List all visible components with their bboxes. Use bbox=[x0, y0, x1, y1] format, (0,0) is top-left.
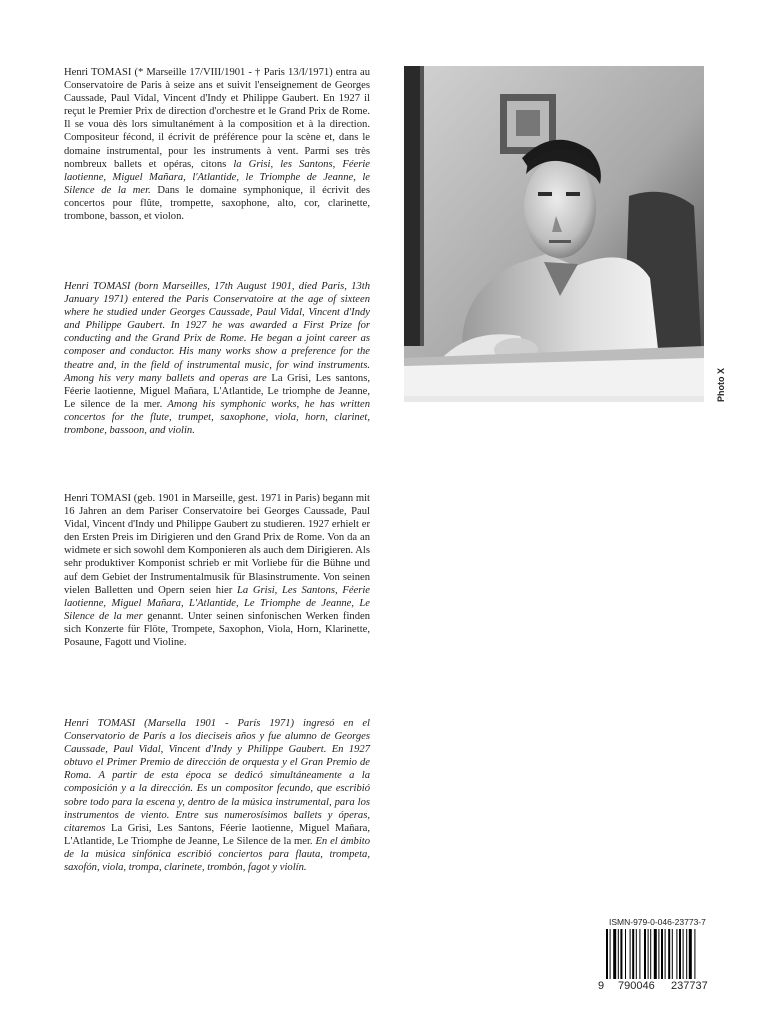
composer-photo bbox=[404, 66, 704, 402]
ismn-label: ISMN-979-0-046-23773-7 bbox=[609, 917, 706, 927]
barcode-first-digit: 9 bbox=[598, 980, 605, 992]
bio-spanish-part2: En el ámbito de la música sinfónica escribió conciertos para flauta, trompeta, saxofón, viola, trompa, clarinete, trombón, fagot y violín. bbox=[64, 835, 370, 874]
bio-german-part1: Henri TOMASI (geb. 1901 in Marseille, gest. 1971 in Paris) begann mit 16 Jahren an dem Pariser Conservatoire bei Georges Caussade, Paul Vidal, Vincent d'Indy und Philippe Gaubert zu studieren. 1927 erhielt er den Ersten Preis im Dirigieren und den Grand Prix de Rome. Von da an widmete er sich sowohl dem Komponieren als auch dem Dirigieren. Als sehr produktiver Komponist schrieb er mit Vorliebe für die Bühne und auf dem Gebiet der Instrumentalmusik für Blasinstrumente. Von seinen vielen Balletten und Opern seien hier bbox=[64, 493, 370, 596]
bio-french-works: la Grisi, les Santons, Féerie laotienne, Miguel Mañara, l'Atlantide, le Triomphe de Jeanne, le Silence de la mer. bbox=[64, 158, 370, 196]
bio-spanish-works: La Grisi, Les Santons, Féerie laotienne, Miguel Mañara, L'Atlantide, Le Triomphe de Jeanne, Le Silence de la mer. bbox=[64, 822, 370, 847]
composer-name: Henri TOMASI bbox=[64, 67, 132, 78]
bio-german-works: La Grisi, Les Santons, Féerie laotienne, Miguel Mañara, L'Atlantide, Le Triomphe de Jeanne, Le Silence de la mer bbox=[64, 584, 370, 622]
photo-credit: Photo X bbox=[716, 368, 726, 402]
bio-german-text bbox=[64, 492, 370, 649]
barcode-group-2: 237737 bbox=[671, 980, 708, 992]
barcode bbox=[606, 929, 724, 979]
bio-spanish-text bbox=[64, 717, 370, 874]
bio-english-part2: Among his symphonic works, he has written concertos for the flute, trumpet, saxophone, viola, horn, clarinet, trombone, bassoon, and violin. bbox=[64, 398, 370, 437]
bio-spanish-part1: Henri TOMASI (Marsella 1901 - París 1971) ingresó en el Conservatorio de París a los dieciseis años y fue alumno de Georges Caussade, Paul Vidal, Vincent d'Indy y Philippe Gaubert. En 1927 obtuvo el Primer Premio de dirección de orquesta y el Gran Premio de Roma. A partir de esta época se dedicó simultáneamente a la composición y a la dirección. Es un compositor fecundo, que escribió sobre todo para la escena y, dentro de la música instrumental, para los instrumentos de viento. Entre sus numerosísimos ballets y óperas, citaremos bbox=[64, 718, 370, 834]
bio-french-part1: (* Marseille 17/VIII/1901 - † Paris 13/I/1971) entra au Conservatoire de Paris à seize ans et suivit l'enseignement de Georges Caussade, Paul Vidal, Vincent d'Indy et Philippe Gaubert. En 1927 il reçut le Premier Prix de direction d'orchestre et le Grand Prix de Rome. Il se voua dès lors simultanément à la composition et à la direction. Compositeur fécond, il écrivit de préférence pour la scène et, dans le domaine instrumental, pour les instruments à vent. Parmi ses très nombreux ballets et opéras, citons bbox=[64, 67, 371, 170]
barcode-group-1: 790046 bbox=[618, 980, 655, 992]
bio-french-part2: Dans le domaine symphonique, il écrivit des concertos pour flûte, trompette, saxophone, alto, cor, clarinette, trombone, basson, et violon. bbox=[64, 184, 370, 223]
bio-english-part1: Henri TOMASI (born Marseilles, 17th August 1901, died Paris, 13th January 1971) entered the Paris Conservatoire at the age of sixteen where he studied under Georges Caussade, Paul Vidal, Vincent d'Indy and Philippe Gaubert. In 1927 he was awarded a First Prize for conducting and the Grand Prix de Rome. He began a joint career as composer and conductor. His many works show a preference for the theatre and, in the field of instrumental music, for wind instruments. Among his very many ballets and operas are bbox=[64, 281, 370, 384]
bio-french bbox=[64, 66, 370, 223]
bio-german bbox=[64, 492, 370, 649]
bio-english bbox=[64, 280, 370, 437]
bio-spanish bbox=[64, 717, 370, 874]
bio-english-works: La Grisi, Les santons, Féerie laotienne, Miguel Mañara, L'Atlantide, Le triomphe de Jeanne, Le silence de la mer. bbox=[64, 372, 370, 410]
bio-german-part2: genannt. Unter seinen sinfonischen Werken finden sich Konzerte für Flöte, Trompete, Saxophon, Viola, Horn, Klarinette, Posaune, Fagott und Violine. bbox=[64, 610, 370, 649]
bio-english-text bbox=[64, 280, 370, 437]
composer-portrait-image bbox=[404, 66, 704, 402]
bio-french-text bbox=[64, 66, 370, 223]
